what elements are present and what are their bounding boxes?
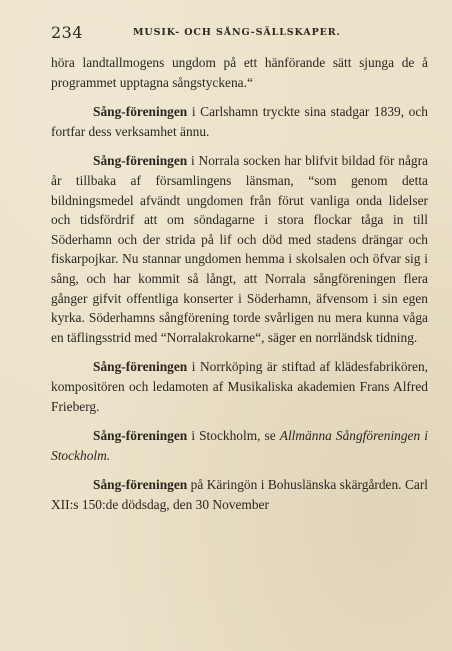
paragraph-text: i Norrköping är stiftad af klädesfabrikören, kompositören och ledamoten af Musikaliska akademien Frans Alfred Frieberg. — [51, 359, 428, 414]
paragraph-lead: Sång-föreningen — [93, 153, 188, 169]
paragraph-continuation — [51, 53, 428, 92]
running-title: MUSIK- OCH SÅNG-SÄLLSKAPER. — [133, 27, 341, 38]
paragraph-stockholm — [51, 426, 428, 465]
paragraph-lead: Sång-föreningen — [93, 477, 188, 493]
body-text — [51, 53, 428, 514]
paragraph-karingon — [51, 475, 428, 514]
page-number: 234 — [51, 23, 84, 42]
paragraph-norrkoping — [51, 357, 428, 416]
paragraph-text: höra landtallmogens ungdom på ett hänförande sätt sjunga de å programmet upptagna sångstyckena.“ — [51, 55, 428, 90]
paragraph-text: i Norrala socken har blifvit bildad för några år tillbaka af församlingens länsman, “som genom detta bildningsmedel afvändt ungdomen från förut vanliga onda lidelser och tidsfördrif att om söndagarne i stora flockar tåga in till Söderhamn och der strida på lif och död med stadens drängar och fiskarpojkar. Nu stannar ungdomen hemma i skolsalen och öfvar sig i sång, och har kommit så långt, att Norrala sångföreningen flera gånger gifvit offentliga konserter i Söderhamn, äfvensom i sin egen kyrka. Söderhamns sångförening torde svårligen nu mera kunna våga en täflingsstrid med “Norralakrokarne“, säger en norrländsk tidning. — [51, 153, 428, 345]
paragraph-text: i Carlshamn tryckte sina stadgar 1839, och fortfar dess verksamhet ännu. — [51, 104, 428, 139]
cross-reference: Allmänna Sångföreningen i Stockholm. — [51, 428, 428, 463]
paragraph-lead: Sång-föreningen — [93, 104, 188, 120]
paragraph-text: på Käringön i Bohuslänska skärgården. Carl XII:s 150:de dödsdag, den 30 November — [51, 477, 428, 512]
paragraph-lead: Sång-föreningen — [93, 428, 188, 444]
paragraph-carlshamn — [51, 102, 428, 141]
paragraph-lead: Sång-föreningen — [93, 359, 188, 375]
paragraph-text: i Stockholm, se — [187, 428, 280, 444]
paragraph-norrala — [51, 151, 428, 347]
page-header — [51, 24, 403, 42]
